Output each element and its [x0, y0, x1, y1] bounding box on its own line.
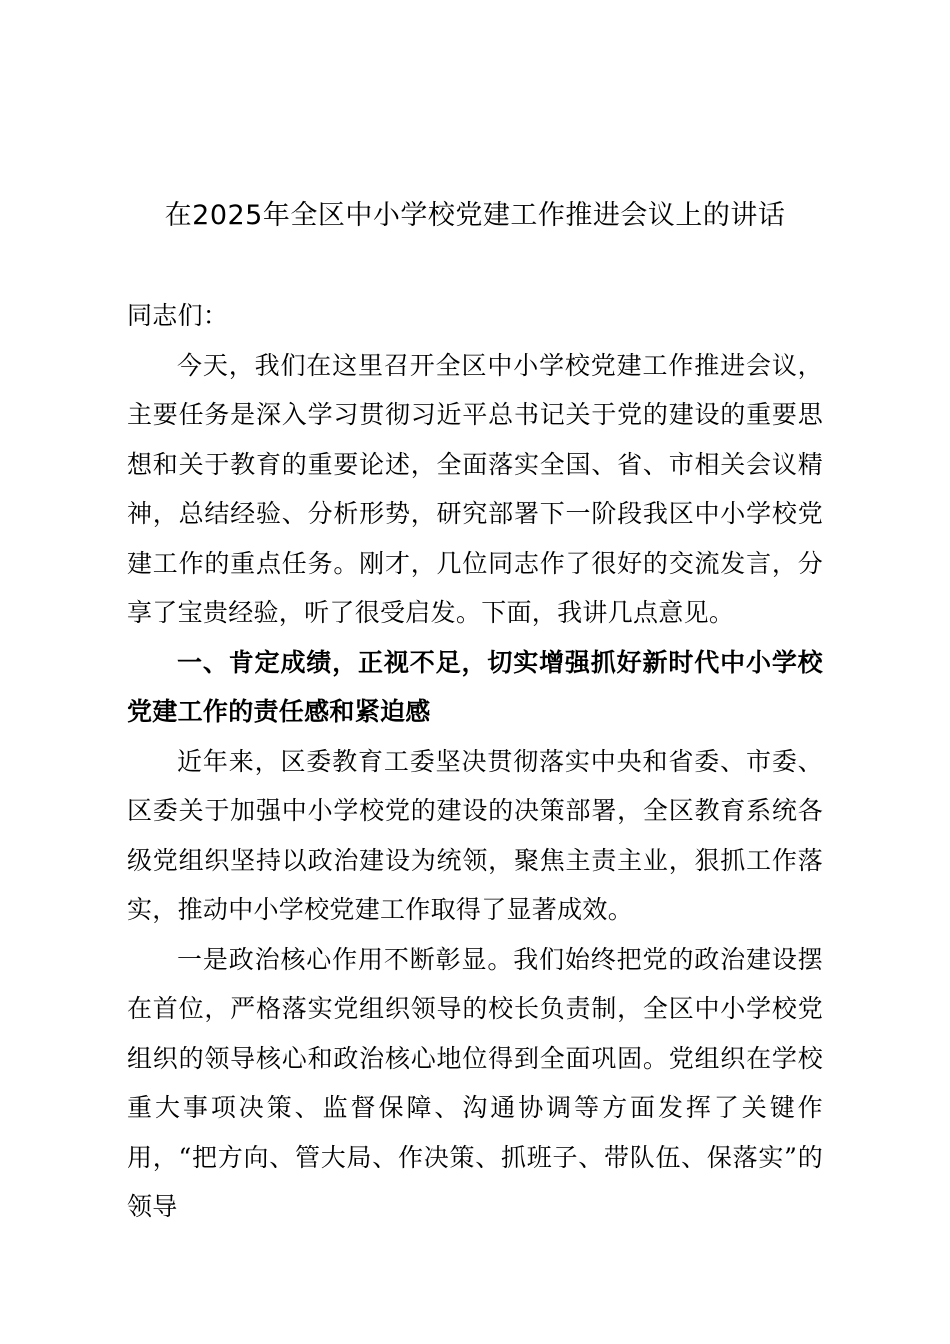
- document-title: 在2025年全区中小学校党建工作推进会议上的讲话: [164, 200, 786, 231]
- salutation: 同志们：: [127, 301, 229, 330]
- document-body: [127, 291, 823, 1232]
- paragraph-point-1: 一是政治核心作用不断彰显。我们始终把党的政治建设摆在首位，严格落实党组织领导的校长负责制，全区中小学校党组织的领导核心和政治核心地位得到全面巩固。党组织在学校重大事项决策、监督保障、沟通协调等方面发挥了关键作用，“把方向、管大局、作决策、抓班子、带队伍、保落实”的领导: [127, 944, 823, 1221]
- paragraph-intro: 今天，我们在这里召开全区中小学校党建工作推进会议，主要任务是深入学习贯彻习近平总书记关于党的建设的重要思想和关于教育的重要论述，全面落实全国、省、市相关会议精神，总结经验、分析形势，研究部署下一阶段我区中小学校党建工作的重点任务。刚才，几位同志作了很好的交流发言，分享了宝贵经验，听了很受启发。下面，我讲几点意见。: [127, 350, 823, 627]
- paragraph-achievements: 近年来，区委教育工委坚决贯彻落实中央和省委、市委、区委关于加强中小学校党的建设的决策部署，全区教育系统各级党组织坚持以政治建设为统领，聚焦主责主业，狠抓工作落实，推动中小学校党建工作取得了显著成效。: [127, 746, 823, 924]
- section-heading-1: 一、肯定成绩，正视不足，切实增强抓好新时代中小学校党建工作的责任感和紧迫感: [127, 647, 823, 726]
